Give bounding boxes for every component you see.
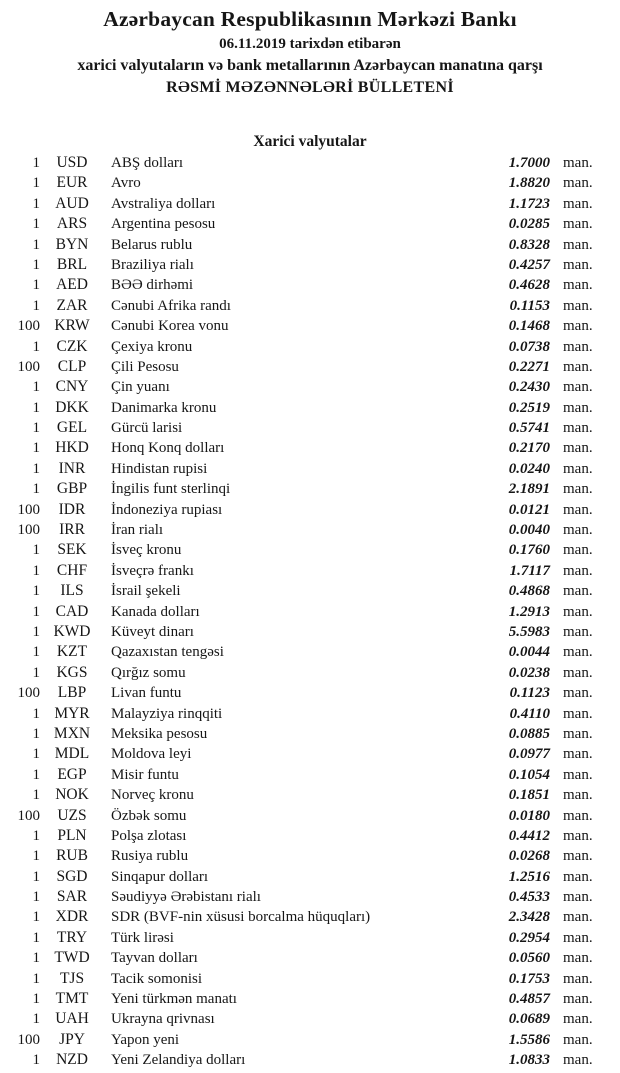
rate-unit: man. (563, 460, 593, 477)
rate-row (0, 602, 620, 622)
rate-row (0, 867, 620, 887)
rate-value: 2.3428 (508, 909, 550, 926)
currency-name: BƏƏ dirhəmi (111, 277, 194, 294)
rate-row (0, 235, 620, 255)
rate-value: 0.2519 (508, 399, 550, 416)
currency-code: ARS (56, 215, 88, 233)
currency-code: MYR (54, 704, 90, 722)
rate-value: 0.0885 (508, 725, 550, 742)
currency-code: SGD (56, 867, 88, 885)
rate-row (0, 255, 620, 275)
currency-name: Tayvan dolları (111, 950, 198, 967)
currency-quantity: 1 (32, 155, 40, 171)
rate-row (0, 438, 620, 458)
rate-value: 0.2954 (508, 929, 550, 946)
currency-name: Misir funtu (111, 766, 179, 783)
rate-value: 0.4110 (509, 705, 550, 722)
currency-name: Yeni türkmən manatı (111, 991, 237, 1008)
rate-unit: man. (563, 216, 593, 233)
rate-unit: man. (563, 1031, 593, 1048)
currency-name: Meksika pesosu (111, 725, 208, 742)
section-title-foreign-currencies: Xarici valyutalar (253, 133, 367, 150)
rate-value: 0.1851 (508, 787, 550, 804)
currency-code: CAD (55, 602, 89, 620)
currency-code: ZAR (56, 296, 88, 314)
rate-row (0, 377, 620, 397)
currency-name: ABŞ dolları (111, 155, 184, 171)
currency-code: CHF (56, 561, 88, 579)
currency-name: Səudiyyə Ərəbistanı rialı (111, 889, 261, 906)
rate-unit: man. (563, 970, 593, 987)
rate-value: 0.5741 (508, 420, 550, 437)
currency-name: İsveçrə frankı (111, 562, 194, 579)
rate-unit: man. (563, 155, 593, 171)
currency-name: Livan funtu (111, 685, 182, 702)
rate-unit: man. (563, 522, 593, 539)
rate-unit: man. (563, 318, 593, 335)
rate-row (0, 418, 620, 438)
currency-quantity: 1 (32, 827, 40, 844)
currency-code: MDL (54, 745, 90, 763)
rate-row (0, 826, 620, 846)
rate-row (0, 948, 620, 968)
rate-unit: man. (563, 787, 593, 804)
bulletin-header (0, 0, 620, 99)
rate-value: 0.1753 (508, 970, 550, 987)
currency-code: DKK (55, 398, 89, 416)
currency-quantity: 1 (32, 766, 40, 783)
rate-value: 0.8328 (508, 236, 550, 253)
currency-quantity: 1 (32, 399, 40, 416)
currency-code: KWD (53, 622, 91, 640)
rate-row (0, 479, 620, 499)
rate-row (0, 907, 620, 927)
rate-value: 0.0040 (508, 522, 550, 539)
currency-name: Hindistan rupisi (111, 460, 208, 477)
rate-value: 5.5983 (508, 623, 550, 640)
rate-unit: man. (563, 1052, 593, 1069)
currency-quantity: 100 (17, 685, 40, 702)
rate-value: 1.7000 (508, 155, 550, 171)
currency-quantity: 1 (32, 1052, 40, 1069)
currency-quantity: 100 (17, 522, 40, 539)
rate-unit: man. (563, 950, 593, 967)
currency-name: Çin yuanı (111, 379, 170, 396)
rate-row (0, 622, 620, 642)
currency-name: Cənubi Afrika randı (111, 297, 231, 314)
rate-value: 0.0238 (508, 664, 550, 681)
currency-name: Rusiya rublu (111, 848, 189, 865)
rate-row (0, 642, 620, 662)
currency-quantity: 1 (32, 950, 40, 967)
rate-row (0, 887, 620, 907)
currency-quantity: 1 (32, 236, 40, 253)
rate-unit: man. (563, 379, 593, 396)
rate-unit: man. (563, 358, 593, 375)
currency-code: NZD (56, 1051, 88, 1069)
rate-row (0, 683, 620, 703)
rate-row (0, 540, 620, 560)
rate-unit: man. (563, 175, 593, 192)
rate-unit: man. (563, 562, 593, 579)
currency-quantity: 1 (32, 603, 40, 620)
rate-unit: man. (563, 440, 593, 457)
rate-value: 1.1723 (508, 195, 550, 212)
rate-value: 0.1760 (508, 542, 550, 559)
rate-unit: man. (563, 583, 593, 600)
currency-quantity: 1 (32, 481, 40, 498)
currency-code: MXN (53, 724, 91, 742)
currency-quantity: 1 (32, 664, 40, 681)
rate-value: 0.0689 (508, 1011, 550, 1028)
currency-quantity: 1 (32, 725, 40, 742)
rate-unit: man. (563, 481, 593, 498)
currency-quantity: 1 (32, 420, 40, 437)
rate-row (0, 561, 620, 581)
currency-code: TRY (56, 928, 88, 946)
rate-value: 0.0268 (508, 848, 550, 865)
rate-unit: man. (563, 929, 593, 946)
rate-unit: man. (563, 420, 593, 437)
currency-name: Danimarka kronu (111, 399, 217, 416)
rate-row (0, 194, 620, 214)
currency-quantity: 1 (32, 216, 40, 233)
currency-quantity: 1 (32, 746, 40, 763)
currency-name: Moldova leyi (111, 746, 192, 763)
currency-name: Braziliya rialı (111, 256, 194, 273)
currency-code: UZS (57, 806, 87, 824)
currency-code: EGP (57, 765, 87, 783)
rate-value: 0.4857 (508, 991, 550, 1008)
currency-code: GBP (56, 480, 88, 498)
currency-code: ILS (60, 582, 84, 600)
bulletin-title: RƏSMİ MƏZƏNNƏLƏRİ BÜLLETENİ (166, 79, 454, 96)
currency-quantity: 1 (32, 175, 40, 192)
currency-name: Avstraliya dolları (111, 195, 216, 212)
currency-name: Çili Pesosu (111, 358, 179, 375)
rate-row (0, 744, 620, 764)
currency-code: PLN (57, 826, 87, 844)
rate-row (0, 214, 620, 234)
currency-code: CLP (57, 357, 87, 375)
rate-unit: man. (563, 195, 593, 212)
rate-row (0, 785, 620, 805)
rate-row (0, 398, 620, 418)
currency-name: Norveç kronu (111, 787, 194, 804)
rate-value: 1.7117 (509, 562, 550, 579)
currency-name: Qırğız somu (111, 664, 186, 681)
rate-row (0, 337, 620, 357)
currency-code: EUR (56, 174, 88, 192)
currency-quantity: 100 (17, 318, 40, 335)
currency-quantity: 1 (32, 644, 40, 661)
currency-quantity: 1 (32, 1011, 40, 1028)
currency-name: Yeni Zelandiya dolları (111, 1052, 246, 1069)
currency-code: SAR (56, 888, 88, 906)
rate-value: 0.0560 (508, 950, 550, 967)
currency-code: UAH (55, 1010, 89, 1028)
effective-date: 06.11.2019 tarixdən etibarən (219, 36, 401, 52)
rate-row (0, 275, 620, 295)
currency-quantity: 100 (17, 1031, 40, 1048)
currency-code: CZK (56, 337, 88, 355)
rate-value: 0.2271 (508, 358, 550, 375)
rate-value: 0.2170 (508, 440, 550, 457)
rate-value: 0.1153 (509, 297, 550, 314)
rate-unit: man. (563, 827, 593, 844)
currency-quantity: 1 (32, 440, 40, 457)
currency-name: İran rialı (111, 522, 164, 539)
currency-code: CNY (55, 378, 89, 396)
currency-code: HKD (55, 439, 89, 457)
bulletin-subtitle: xarici valyutaların və bank metallarının Azərbaycan manatına qarşı (77, 57, 543, 74)
rate-value: 0.1468 (508, 318, 550, 335)
currency-code: IRR (59, 521, 85, 539)
rate-row (0, 459, 620, 479)
rate-row (0, 500, 620, 520)
currency-code: KGS (56, 663, 88, 681)
rate-unit: man. (563, 685, 593, 702)
rate-unit: man. (563, 603, 593, 620)
rate-unit: man. (563, 705, 593, 722)
currency-code: USD (56, 154, 88, 171)
currency-name: Cənubi Korea vonu (111, 318, 229, 335)
currency-name: Polşa zlotası (111, 827, 187, 844)
currency-code: IDR (58, 500, 86, 518)
rate-unit: man. (563, 277, 593, 294)
currency-code: KRW (54, 317, 90, 335)
currency-name: Belarus rublu (111, 236, 193, 253)
currency-quantity: 1 (32, 562, 40, 579)
currency-name: Honq Konq dolları (111, 440, 225, 457)
currency-code: GEL (56, 419, 88, 437)
rate-unit: man. (563, 256, 593, 273)
rate-value: 1.8820 (508, 175, 550, 192)
rate-value: 2.1891 (508, 481, 550, 498)
currency-code: BRL (56, 255, 88, 273)
currency-code: RUB (56, 847, 88, 865)
currency-code: SEK (57, 541, 87, 559)
rates-table (0, 153, 620, 1071)
rate-value: 0.0121 (508, 501, 550, 518)
rate-unit: man. (563, 399, 593, 416)
currency-quantity: 1 (32, 929, 40, 946)
currency-code: TWD (54, 949, 90, 967)
rate-value: 0.4868 (508, 583, 550, 600)
rate-value: 1.0833 (508, 1052, 550, 1069)
rate-row (0, 969, 620, 989)
currency-quantity: 1 (32, 583, 40, 600)
currency-name: Türk lirəsi (111, 929, 174, 946)
currency-quantity: 1 (32, 889, 40, 906)
rate-unit: man. (563, 725, 593, 742)
currency-code: TJS (59, 969, 85, 987)
rate-unit: man. (563, 623, 593, 640)
currency-code: LBP (57, 684, 87, 702)
currency-quantity: 100 (17, 501, 40, 518)
rate-unit: man. (563, 746, 593, 763)
currency-quantity: 1 (32, 195, 40, 212)
rate-value: 1.2516 (508, 868, 550, 885)
currency-name: İsveç kronu (111, 542, 182, 559)
currency-quantity: 1 (32, 338, 40, 355)
rate-row (0, 173, 620, 193)
rate-row (0, 1050, 620, 1070)
currency-quantity: 1 (32, 277, 40, 294)
currency-quantity: 1 (32, 256, 40, 273)
currency-code: XDR (55, 908, 89, 926)
currency-name: Çexiya kronu (111, 338, 193, 355)
rate-value: 0.2430 (508, 379, 550, 396)
currency-quantity: 1 (32, 542, 40, 559)
currency-name: İsrail şekeli (111, 583, 181, 600)
rate-value: 0.4412 (508, 827, 550, 844)
rate-row (0, 1030, 620, 1050)
rate-row (0, 989, 620, 1009)
rate-unit: man. (563, 297, 593, 314)
rate-unit: man. (563, 868, 593, 885)
currency-quantity: 1 (32, 297, 40, 314)
rate-unit: man. (563, 542, 593, 559)
currency-quantity: 1 (32, 848, 40, 865)
bank-title: Azərbaycan Respublikasının Mərkəzi Bankı (103, 7, 517, 31)
currency-quantity: 1 (32, 909, 40, 926)
rate-unit: man. (563, 664, 593, 681)
rate-unit: man. (563, 1011, 593, 1028)
rate-value: 0.1054 (508, 766, 550, 783)
rate-value: 0.0738 (508, 338, 550, 355)
rate-row (0, 357, 620, 377)
currency-name: Sinqapur dolları (111, 868, 209, 885)
rate-value: 0.4533 (508, 889, 550, 906)
rate-unit: man. (563, 807, 593, 824)
rate-value: 0.4257 (508, 256, 550, 273)
rate-row (0, 663, 620, 683)
currency-quantity: 100 (17, 807, 40, 824)
rate-value: 0.4628 (508, 277, 550, 294)
currency-quantity: 1 (32, 623, 40, 640)
rate-row (0, 704, 620, 724)
currency-name: Ukrayna qrivnası (111, 1011, 215, 1028)
currency-name: Yapon yeni (111, 1031, 180, 1048)
rate-value: 0.0180 (508, 807, 550, 824)
rate-unit: man. (563, 909, 593, 926)
rate-unit: man. (563, 338, 593, 355)
currency-name: Kanada dolları (111, 603, 200, 620)
currency-quantity: 100 (17, 358, 40, 375)
rate-unit: man. (563, 889, 593, 906)
rate-value: 0.1123 (509, 685, 550, 702)
currency-code: TMT (55, 990, 89, 1008)
rate-value: 1.5586 (508, 1031, 550, 1048)
currency-name: Avro (111, 175, 141, 192)
currency-name: Qazaxıstan tengəsi (111, 644, 224, 661)
currency-code: NOK (55, 786, 89, 804)
currency-code: BYN (55, 235, 89, 253)
currency-code: JPY (59, 1030, 85, 1048)
rate-unit: man. (563, 236, 593, 253)
rate-unit: man. (563, 991, 593, 1008)
rate-row (0, 806, 620, 826)
rate-row (0, 316, 620, 336)
currency-name: Argentina pesosu (111, 216, 216, 233)
currency-quantity: 1 (32, 705, 40, 722)
currency-name: Küveyt dinarı (111, 623, 194, 640)
rate-row (0, 928, 620, 948)
currency-code: AED (56, 276, 88, 294)
rate-row (0, 724, 620, 744)
currency-quantity: 1 (32, 379, 40, 396)
currency-name: Gürcü larisi (111, 420, 183, 437)
currency-quantity: 1 (32, 970, 40, 987)
rate-row (0, 296, 620, 316)
currency-code: INR (58, 459, 86, 477)
rate-row (0, 520, 620, 540)
currency-name: SDR (BVF-nin xüsusi borcalma hüquqları) (111, 909, 371, 926)
rate-row (0, 153, 620, 173)
currency-name: İngilis funt sterlinqi (111, 481, 231, 498)
rate-unit: man. (563, 766, 593, 783)
rate-row (0, 1009, 620, 1029)
currency-name: İndoneziya rupiası (111, 501, 223, 518)
rate-value: 1.2913 (508, 603, 550, 620)
currency-quantity: 1 (32, 991, 40, 1008)
rate-value: 0.0977 (508, 746, 550, 763)
rate-value: 0.0044 (508, 644, 550, 661)
rate-row (0, 581, 620, 601)
rate-unit: man. (563, 644, 593, 661)
currency-quantity: 1 (32, 460, 40, 477)
currency-quantity: 1 (32, 787, 40, 804)
rate-row (0, 846, 620, 866)
rate-value: 0.0285 (508, 216, 550, 233)
currency-code: AUD (55, 194, 89, 212)
currency-name: Malayziya rinqqiti (111, 705, 223, 722)
currency-quantity: 1 (32, 868, 40, 885)
rate-unit: man. (563, 848, 593, 865)
currency-name: Özbək somu (111, 807, 187, 824)
currency-code: KZT (56, 643, 88, 661)
rate-unit: man. (563, 501, 593, 518)
rate-row (0, 765, 620, 785)
rate-value: 0.0240 (508, 460, 550, 477)
currency-name: Tacik somonisi (111, 970, 203, 987)
